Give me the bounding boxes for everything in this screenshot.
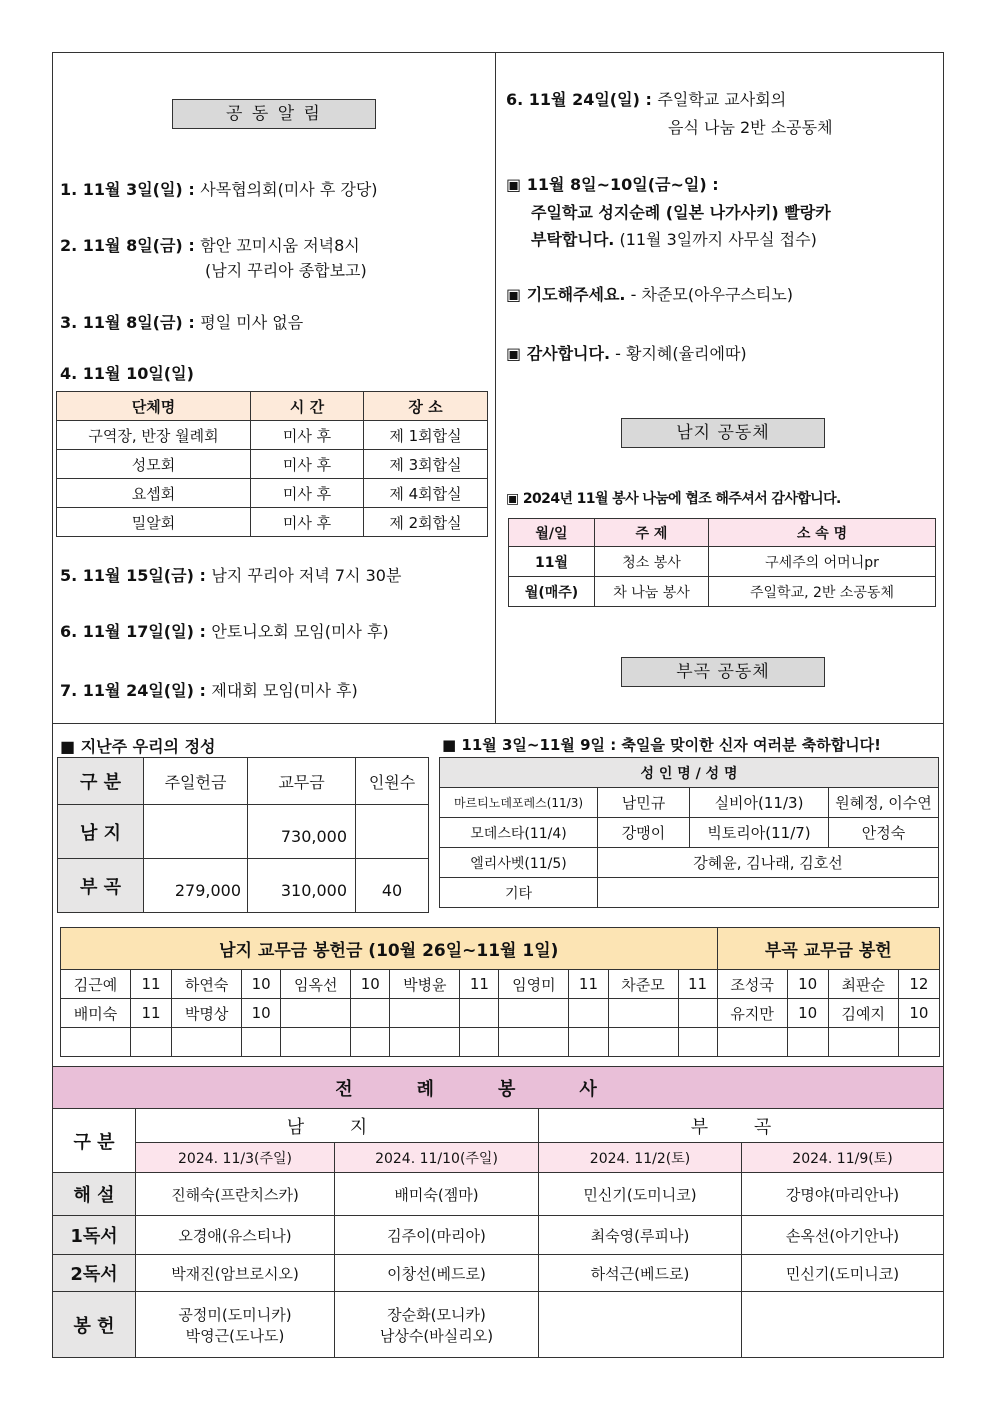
- offering-header-sunday: 주일헌금: [144, 758, 248, 805]
- notice-item-4: 4. 11월 10일(일): [60, 364, 194, 383]
- feast-cell: 빅토리아(11/7): [690, 818, 829, 848]
- liturgy-role: 2독서: [53, 1255, 136, 1292]
- liturgy-table: [52, 1066, 944, 1358]
- bugok-community-title: 부곡 공동체: [621, 657, 825, 687]
- meeting-cell: 제 3회합실: [364, 450, 488, 479]
- common-notice-title: 공 동 알 림: [172, 99, 376, 129]
- donor-name: 최판순: [828, 970, 898, 999]
- feast-cell: 남민규: [598, 788, 690, 818]
- table-row: [61, 970, 940, 999]
- table-row: [61, 999, 940, 1028]
- notice-item-7: 7. 11월 24일(일) : 제대회 모임(미사 후): [60, 681, 358, 700]
- meeting-cell: 구역장, 반장 월례회: [57, 421, 251, 450]
- table-row: [509, 547, 936, 577]
- donor-count: [351, 999, 390, 1028]
- volunteer-header-topic: 주 제: [595, 519, 709, 547]
- volunteer-header-group: 소 속 명: [709, 519, 936, 547]
- donor-name: 하연숙: [172, 970, 242, 999]
- feast-cell: 실비아(11/3): [690, 788, 829, 818]
- table-row: [440, 848, 939, 878]
- notice-item-3: 3. 11월 8일(금) : 평일 미사 없음: [60, 313, 304, 332]
- meeting-cell: 제 4회합실: [364, 479, 488, 508]
- liturgy-bugok: 부 곡: [539, 1109, 944, 1143]
- feast-cell: 엘리사벳(11/5): [440, 848, 598, 878]
- feast-cell: 기타: [440, 878, 598, 908]
- table-row: [57, 421, 488, 450]
- donor-count: [242, 1028, 281, 1057]
- table-row: [58, 805, 429, 859]
- donor-name: [608, 1028, 678, 1057]
- offering-table: [57, 757, 429, 913]
- donor-name: [281, 1028, 351, 1057]
- donor-count: [898, 1028, 939, 1057]
- meeting-header-place: 장 소: [364, 392, 488, 421]
- donor-name: [281, 999, 351, 1028]
- donor-count: 10: [898, 999, 939, 1028]
- donor-count: [678, 1028, 717, 1057]
- table-row: [57, 450, 488, 479]
- feast-cell: 원혜정, 이수연: [829, 788, 939, 818]
- feast-cell: 강혜윤, 김나래, 김호선: [598, 848, 939, 878]
- liturgy-cell: 손옥선(아기안나): [742, 1216, 944, 1255]
- offering-header-count: 인원수: [356, 758, 429, 805]
- feast-title: ■ 11월 3일~11월 9일 : 축일을 맞이한 신자 여러분 축하합니다!: [442, 736, 882, 754]
- donor-count: 10: [787, 999, 828, 1028]
- offering-cell: 279,000: [144, 859, 248, 913]
- meeting-cell: 요셉회: [57, 479, 251, 508]
- meeting-table: [56, 391, 488, 537]
- meeting-cell: 밀알회: [57, 508, 251, 537]
- offering-cell: 730,000: [248, 805, 356, 859]
- liturgy-cell: 공정미(도미니카) 박영근(도나도): [136, 1292, 335, 1358]
- liturgy-cell: 김주이(마리아): [335, 1216, 539, 1255]
- offering-cell: 부 곡: [58, 859, 144, 913]
- table-row: [440, 878, 939, 908]
- notice-item-1: 1. 11월 3일(일) : 사목협의회(미사 후 강당): [60, 180, 378, 199]
- donor-name: [828, 1028, 898, 1057]
- meeting-header-time: 시 간: [251, 392, 364, 421]
- donor-name: [390, 999, 460, 1028]
- donor-count: 10: [242, 999, 281, 1028]
- liturgy-cell: [742, 1292, 944, 1358]
- liturgy-cell: 진해숙(프란치스카): [136, 1173, 335, 1216]
- donor-count: 10: [351, 970, 390, 999]
- notice-right-6: 6. 11월 24일(일) : 주일학교 교사회의: [506, 90, 787, 109]
- table-row: [58, 859, 429, 913]
- meeting-cell: 제 2회합실: [364, 508, 488, 537]
- table-row: [509, 577, 936, 607]
- pilgrimage-head: ▣ 11월 8일~10일(금~일) :: [506, 175, 719, 194]
- prayer-request: ▣ 기도해주세요. - 차준모(아우구스티노): [506, 285, 794, 304]
- table-row: [440, 788, 939, 818]
- donor-count: 12: [898, 970, 939, 999]
- table-row: [61, 1028, 940, 1057]
- liturgy-date: 2024. 11/9(토): [742, 1143, 944, 1173]
- liturgy-cell: 민신기(도미니코): [539, 1173, 742, 1216]
- offering-cell: 40: [356, 859, 429, 913]
- column-divider: [495, 52, 496, 724]
- notice-item-6: 6. 11월 17일(일) : 안토니오회 모임(미사 후): [60, 622, 389, 641]
- donor-name: 차준모: [608, 970, 678, 999]
- donor-name: 임옥선: [281, 970, 351, 999]
- donor-name: [61, 1028, 131, 1057]
- liturgy-role: 해 설: [53, 1173, 136, 1216]
- bugok-donation-title: 부곡 교무금 봉헌: [717, 928, 939, 970]
- liturgy-gubun: 구 분: [53, 1109, 136, 1173]
- meeting-cell: 미사 후: [251, 450, 364, 479]
- offering-cell: [144, 805, 248, 859]
- donor-count: [351, 1028, 390, 1057]
- thanks-note: ▣ 감사합니다. - 황지혜(율리에따): [506, 344, 747, 363]
- offering-header-gubun: 구 분: [58, 758, 144, 805]
- notice-item-5: 5. 11월 15일(금) : 남지 꾸리아 저녁 7시 30분: [60, 566, 402, 585]
- liturgy-banner: 전례봉사: [53, 1067, 944, 1109]
- donor-name: [608, 999, 678, 1028]
- donor-name: 임영미: [499, 970, 569, 999]
- donor-count: 11: [130, 970, 171, 999]
- notice-item-2-sub: (남지 꾸리아 종합보고): [205, 261, 367, 280]
- donor-count: 11: [678, 970, 717, 999]
- liturgy-namji: 남 지: [136, 1109, 539, 1143]
- donor-count: 10: [787, 970, 828, 999]
- volunteer-cell: 차 나눔 봉사: [595, 577, 709, 607]
- feast-header: 성 인 명 / 성 명: [440, 758, 939, 788]
- donor-name: 박명상: [172, 999, 242, 1028]
- feast-table: [439, 757, 939, 908]
- donor-count: 11: [569, 970, 608, 999]
- donation-table: [60, 927, 940, 1057]
- offering-cell: 310,000: [248, 859, 356, 913]
- liturgy-cell: 오경애(유스티나): [136, 1216, 335, 1255]
- donor-name: 조성국: [717, 970, 787, 999]
- pilgrimage-line3: 부탁합니다. (11월 3일까지 사무실 접수): [531, 230, 817, 249]
- donor-count: [678, 999, 717, 1028]
- donor-count: [569, 1028, 608, 1057]
- liturgy-cell: 하석근(베드로): [539, 1255, 742, 1292]
- notice-right-6-sub: 음식 나눔 2반 소공동체: [668, 118, 833, 137]
- liturgy-cell: 장순화(모니카) 남상수(바실리오): [335, 1292, 539, 1358]
- meeting-cell: 미사 후: [251, 479, 364, 508]
- table-row: [53, 1292, 944, 1358]
- donor-name: [390, 1028, 460, 1057]
- meeting-cell: 미사 후: [251, 421, 364, 450]
- donor-name: 유지만: [717, 999, 787, 1028]
- table-row: [53, 1216, 944, 1255]
- liturgy-date: 2024. 11/3(주일): [136, 1143, 335, 1173]
- volunteer-thanks-note: ▣ 2024년 11월 봉사 나눔에 협조 해주셔서 감사합니다.: [506, 491, 841, 507]
- donor-count: [460, 1028, 499, 1057]
- offering-header-dues: 교무금: [248, 758, 356, 805]
- section-divider: [52, 723, 944, 724]
- table-row: [53, 1255, 944, 1292]
- offering-title: ■ 지난주 우리의 정성: [60, 737, 216, 756]
- donor-name: 배미숙: [61, 999, 131, 1028]
- donor-count: [569, 999, 608, 1028]
- feast-cell: [598, 878, 939, 908]
- namji-donation-title: 남지 교무금 봉헌금 (10월 26일~11월 1일): [61, 928, 718, 970]
- donor-name: [499, 1028, 569, 1057]
- donor-name: [172, 1028, 242, 1057]
- liturgy-cell: 민신기(도미니코): [742, 1255, 944, 1292]
- liturgy-cell: [539, 1292, 742, 1358]
- donor-name: 김예지: [828, 999, 898, 1028]
- feast-cell: 강맹이: [598, 818, 690, 848]
- donor-count: 11: [460, 970, 499, 999]
- donor-name: 김근예: [61, 970, 131, 999]
- table-row: [53, 1173, 944, 1216]
- liturgy-date: 2024. 11/2(토): [539, 1143, 742, 1173]
- feast-cell: 마르티노데포레스(11/3): [440, 788, 598, 818]
- liturgy-date: 2024. 11/10(주일): [335, 1143, 539, 1173]
- donor-count: [460, 999, 499, 1028]
- liturgy-cell: 최숙영(루피나): [539, 1216, 742, 1255]
- pilgrimage-line2: 주일학교 성지순례 (일본 나가사키) 빨랑카: [531, 203, 831, 222]
- offering-cell: 남 지: [58, 805, 144, 859]
- donor-name: [499, 999, 569, 1028]
- liturgy-cell: 강명야(마리안나): [742, 1173, 944, 1216]
- meeting-cell: 미사 후: [251, 508, 364, 537]
- table-row: [57, 479, 488, 508]
- donor-count: [787, 1028, 828, 1057]
- table-row: [440, 818, 939, 848]
- liturgy-cell: 이창선(베드로): [335, 1255, 539, 1292]
- volunteer-table: [508, 518, 936, 607]
- feast-cell: 모데스타(11/4): [440, 818, 598, 848]
- liturgy-role: 1독서: [53, 1216, 136, 1255]
- volunteer-cell: 주일학교, 2반 소공동체: [709, 577, 936, 607]
- donor-count: 10: [242, 970, 281, 999]
- liturgy-cell: 배미숙(젬마): [335, 1173, 539, 1216]
- donor-name: 박병윤: [390, 970, 460, 999]
- meeting-header-group: 단체명: [57, 392, 251, 421]
- liturgy-cell: 박재진(암브로시오): [136, 1255, 335, 1292]
- meeting-cell: 성모회: [57, 450, 251, 479]
- namji-community-title: 남지 공동체: [621, 418, 825, 448]
- notice-item-2: 2. 11월 8일(금) : 함안 꼬미시움 저녁8시: [60, 236, 360, 255]
- donor-count: 11: [130, 999, 171, 1028]
- meeting-cell: 제 1회합실: [364, 421, 488, 450]
- feast-cell: 안정숙: [829, 818, 939, 848]
- volunteer-cell: 청소 봉사: [595, 547, 709, 577]
- liturgy-role: 봉 헌: [53, 1292, 136, 1358]
- volunteer-cell: 월(매주): [509, 577, 595, 607]
- offering-cell: [356, 805, 429, 859]
- volunteer-cell: 11월: [509, 547, 595, 577]
- donor-count: [130, 1028, 171, 1057]
- volunteer-cell: 구세주의 어머니pr: [709, 547, 936, 577]
- volunteer-header-date: 월/일: [509, 519, 595, 547]
- donor-name: [717, 1028, 787, 1057]
- table-row: [57, 508, 488, 537]
